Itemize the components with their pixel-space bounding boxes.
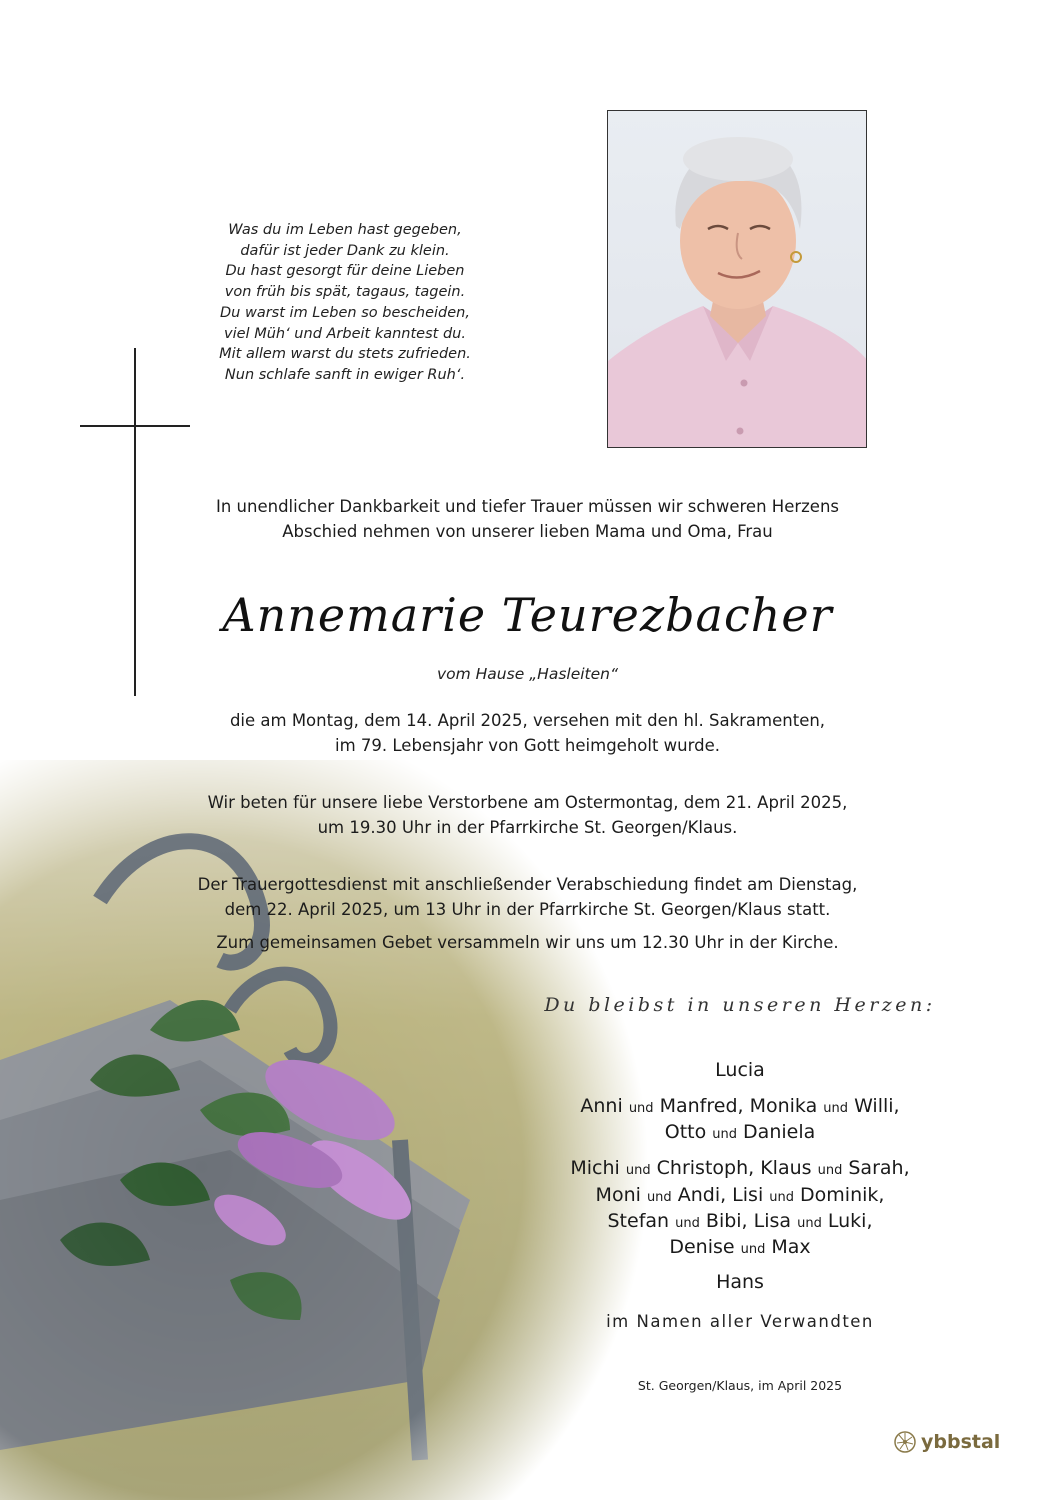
conjunction: und xyxy=(625,1163,651,1178)
poem-line: dafür ist jeder Dank zu klein. xyxy=(240,242,450,259)
service-line: dem 22. April 2025, um 13 Uhr in der Pfarrkirche St. Georgen/Klaus statt. xyxy=(224,900,831,919)
dandelion-icon xyxy=(893,1430,917,1454)
poem-line: Du warst im Leben so bescheiden, xyxy=(220,304,470,321)
prayer-text xyxy=(120,790,935,840)
place-date: St. Georgen/Klaus, im April 2025 xyxy=(637,1378,843,1393)
intro-line: In unendlicher Dankbarkeit und tiefer Trauer müssen wir schweren Herzens xyxy=(215,497,839,516)
family-name: Otto xyxy=(664,1121,707,1143)
family-name: Stefan xyxy=(607,1210,670,1232)
memory-heading: Du bleibst in unseren Herzen: xyxy=(544,994,936,1016)
poem-line: Nun schlafe sanft in ewiger Ruh‘. xyxy=(224,366,466,383)
intro-line: Abschied nehmen von unserer lieben Mama und Oma, Frau xyxy=(282,522,773,541)
conjunction: und xyxy=(823,1101,849,1116)
family-line-denise xyxy=(540,1233,940,1264)
conjunction: und xyxy=(769,1190,794,1205)
family-name: Christoph, Klaus xyxy=(656,1157,812,1179)
portrait-photo xyxy=(607,110,867,448)
family-name: Andi, Lisi xyxy=(677,1184,764,1206)
logo-text: ybbstal xyxy=(921,1431,1001,1453)
poem-line: Du hast gesorgt für deine Lieben xyxy=(225,263,465,280)
family-name: Max xyxy=(771,1236,811,1258)
family-name: Hans xyxy=(716,1271,764,1293)
service-line: Der Trauergottesdienst mit anschließender Verabschiedung findet am Dienstag, xyxy=(197,875,858,894)
prayer-line: um 19.30 Uhr in der Pfarrkirche St. Georgen/Klaus. xyxy=(317,818,738,837)
conjunction: und xyxy=(797,1216,822,1231)
conjunction: und xyxy=(817,1163,843,1178)
family-line-hans xyxy=(540,1268,940,1296)
conjunction: und xyxy=(628,1101,654,1116)
family-name: Bibi, Lisa xyxy=(705,1210,792,1232)
house-name: vom Hause „Hasleiten“ xyxy=(436,665,619,683)
prayer-line: Wir beten für unsere liebe Verstorbene am Ostermontag, dem 21. April 2025, xyxy=(207,793,848,812)
conjunction: und xyxy=(675,1216,700,1231)
poem-line: Mit allem warst du stets zufrieden. xyxy=(219,346,471,363)
family-name: Luki, xyxy=(827,1210,873,1232)
family-name: Denise xyxy=(669,1236,735,1258)
intro-text xyxy=(120,494,935,544)
family-name: Manfred, Monika xyxy=(659,1095,818,1117)
cross-icon-horizontal xyxy=(80,425,190,427)
conjunction: und xyxy=(740,1242,766,1257)
poem xyxy=(190,220,500,386)
conjunction: und xyxy=(712,1127,737,1142)
family-name: Lucia xyxy=(715,1059,765,1081)
relatives-text: im Namen aller Verwandten xyxy=(606,1312,874,1331)
conjunction: und xyxy=(646,1190,672,1205)
family-line-lucia xyxy=(540,1056,940,1084)
family-name: Michi xyxy=(570,1157,620,1179)
family-name: Willi, xyxy=(854,1095,900,1117)
death-text xyxy=(120,708,935,758)
ybbstal-logo xyxy=(893,1428,1023,1456)
family-name: Sarah, xyxy=(848,1157,910,1179)
family-name: Moni xyxy=(595,1184,641,1206)
deceased-name: Annemarie Teurezbacher xyxy=(222,588,833,642)
poem-line: Was du im Leben hast gegeben, xyxy=(228,222,462,238)
gathering-text: Zum gemeinsamen Gebet versammeln wir uns um 12.30 Uhr in der Kirche. xyxy=(216,933,839,952)
family-name: Daniela xyxy=(743,1121,816,1143)
death-line: im 79. Lebensjahr von Gott heimgeholt wurde. xyxy=(335,736,720,755)
family-name: Dominik, xyxy=(800,1184,885,1206)
family-line-otto xyxy=(540,1118,940,1149)
poem-line: von früh bis spät, tagaus, tagein. xyxy=(224,284,466,301)
death-line: die am Montag, dem 14. April 2025, versehen mit den hl. Sakramenten, xyxy=(229,711,826,730)
family-name: Anni xyxy=(580,1095,623,1117)
poem-line: viel Müh‘ und Arbeit kanntest du. xyxy=(224,325,466,342)
portrait-illustration xyxy=(608,111,867,448)
service-text xyxy=(120,872,935,922)
